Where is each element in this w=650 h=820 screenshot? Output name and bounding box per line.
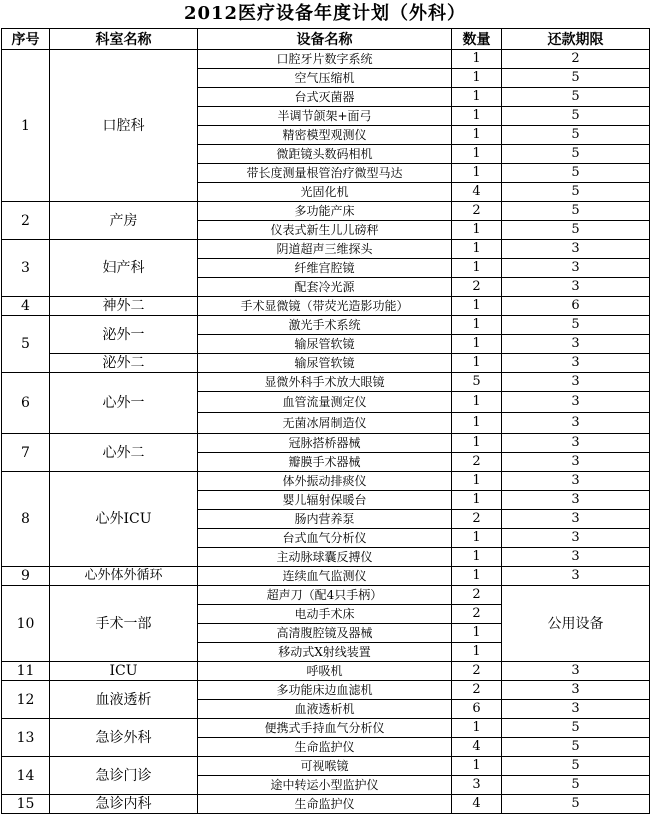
row-qty: 2 bbox=[452, 278, 502, 297]
row-seq: 3 bbox=[2, 240, 50, 297]
row-device: 阴道超声三维探头 bbox=[198, 240, 452, 259]
row-term: 3 bbox=[502, 413, 650, 434]
row-term: 3 bbox=[502, 548, 650, 567]
row-term: 5 bbox=[502, 69, 650, 88]
row-term: 3 bbox=[502, 453, 650, 472]
table-header-row bbox=[2, 29, 650, 50]
page-title: 2012医疗设备年度计划（外科） bbox=[183, 3, 467, 24]
row-dept: 急诊内科 bbox=[50, 795, 198, 814]
row-term: 3 bbox=[502, 472, 650, 491]
row-seq: 10 bbox=[2, 586, 50, 662]
row-term: 3 bbox=[502, 662, 650, 681]
row-device: 输尿管软镜 bbox=[198, 335, 452, 354]
row-term: 3 bbox=[502, 373, 650, 392]
row-device: 可视喉镜 bbox=[198, 757, 452, 776]
row-dept: 心外ICU bbox=[50, 472, 198, 567]
row-qty: 4 bbox=[452, 738, 502, 757]
row-qty: 2 bbox=[452, 662, 502, 681]
table-row bbox=[2, 297, 650, 316]
row-dept: 产房 bbox=[50, 202, 198, 240]
row-term: 5 bbox=[502, 776, 650, 795]
table-row bbox=[2, 719, 650, 738]
row-qty: 1 bbox=[452, 434, 502, 453]
row-device: 激光手术系统 bbox=[198, 316, 452, 335]
row-qty: 1 bbox=[452, 567, 502, 586]
row-device: 血液透析机 bbox=[198, 700, 452, 719]
row-seq: 7 bbox=[2, 434, 50, 472]
row-seq: 11 bbox=[2, 662, 50, 681]
header-seq: 序号 bbox=[2, 29, 50, 50]
row-seq: 15 bbox=[2, 795, 50, 814]
row-device: 仪表式新生儿儿磅秤 bbox=[198, 221, 452, 240]
table-row bbox=[2, 795, 650, 814]
row-device: 输尿管软镜 bbox=[198, 354, 452, 373]
row-device: 精密模型观测仪 bbox=[198, 126, 452, 145]
row-device: 生命监护仪 bbox=[198, 738, 452, 757]
row-device: 肠内营养泵 bbox=[198, 510, 452, 529]
table-row bbox=[2, 567, 650, 586]
row-qty: 1 bbox=[452, 107, 502, 126]
table-row bbox=[2, 662, 650, 681]
row-device: 瓣膜手术器械 bbox=[198, 453, 452, 472]
row-term: 3 bbox=[502, 491, 650, 510]
row-qty: 1 bbox=[452, 529, 502, 548]
row-qty: 2 bbox=[452, 605, 502, 624]
row-device: 台式血气分析仪 bbox=[198, 529, 452, 548]
row-qty: 1 bbox=[452, 126, 502, 145]
row-dept: 血液透析 bbox=[50, 681, 198, 719]
row-term: 3 bbox=[502, 240, 650, 259]
row-seq: 12 bbox=[2, 681, 50, 719]
row-qty: 1 bbox=[452, 69, 502, 88]
row-qty: 1 bbox=[452, 643, 502, 662]
row-qty: 1 bbox=[452, 316, 502, 335]
row-term: 3 bbox=[502, 529, 650, 548]
row-seq: 9 bbox=[2, 567, 50, 586]
row-qty: 2 bbox=[452, 202, 502, 221]
row-term: 2 bbox=[502, 50, 650, 69]
row-seq: 8 bbox=[2, 472, 50, 567]
equipment-table bbox=[1, 28, 650, 814]
row-dept: 心外二 bbox=[50, 434, 198, 472]
row-term: 3 bbox=[502, 335, 650, 354]
row-device: 途中转运小型监护仪 bbox=[198, 776, 452, 795]
row-qty: 1 bbox=[452, 392, 502, 413]
row-device: 血管流量测定仪 bbox=[198, 392, 452, 413]
row-device: 生命监护仪 bbox=[198, 795, 452, 814]
row-dept: 妇产科 bbox=[50, 240, 198, 297]
row-device: 光固化机 bbox=[198, 183, 452, 202]
row-qty: 1 bbox=[452, 240, 502, 259]
table-row bbox=[2, 472, 650, 491]
row-term: 5 bbox=[502, 183, 650, 202]
row-device: 多功能产床 bbox=[198, 202, 452, 221]
row-device: 手术显微镜（带荧光造影功能） bbox=[198, 297, 452, 316]
row-term: 5 bbox=[502, 202, 650, 221]
row-seq: 13 bbox=[2, 719, 50, 757]
row-term: 6 bbox=[502, 297, 650, 316]
row-qty: 4 bbox=[452, 795, 502, 814]
row-term: 3 bbox=[502, 510, 650, 529]
row-qty: 1 bbox=[452, 164, 502, 183]
row-device: 体外振动排痰仪 bbox=[198, 472, 452, 491]
row-device: 纤维宫腔镜 bbox=[198, 259, 452, 278]
row-seq: 14 bbox=[2, 757, 50, 795]
row-qty: 1 bbox=[452, 719, 502, 738]
row-qty: 2 bbox=[452, 586, 502, 605]
row-term: 5 bbox=[502, 316, 650, 335]
row-qty: 1 bbox=[452, 757, 502, 776]
row-dept: 泌外一 bbox=[50, 316, 198, 354]
row-seq: 4 bbox=[2, 297, 50, 316]
row-device: 便携式手持血气分析仪 bbox=[198, 719, 452, 738]
row-dept: ICU bbox=[50, 662, 198, 681]
header-term: 还款期限 bbox=[502, 29, 650, 50]
row-device: 连续血气监测仪 bbox=[198, 567, 452, 586]
row-qty: 1 bbox=[452, 145, 502, 164]
row-term: 5 bbox=[502, 221, 650, 240]
table-row bbox=[2, 50, 650, 69]
row-term: 3 bbox=[502, 259, 650, 278]
row-term: 5 bbox=[502, 738, 650, 757]
row-seq: 2 bbox=[2, 202, 50, 240]
row-qty: 1 bbox=[452, 221, 502, 240]
row-term: 3 bbox=[502, 567, 650, 586]
row-qty: 1 bbox=[452, 354, 502, 373]
row-device: 电动手术床 bbox=[198, 605, 452, 624]
row-dept: 泌外二 bbox=[50, 354, 198, 373]
table-row bbox=[2, 240, 650, 259]
row-device: 口腔牙片数字系统 bbox=[198, 50, 452, 69]
row-device: 移动式X射线装置 bbox=[198, 643, 452, 662]
row-device: 无菌冰屑制造仪 bbox=[198, 413, 452, 434]
row-device: 呼吸机 bbox=[198, 662, 452, 681]
header-device: 设备名称 bbox=[198, 29, 452, 50]
table-row bbox=[2, 757, 650, 776]
row-term: 5 bbox=[502, 145, 650, 164]
row-dept: 口腔科 bbox=[50, 50, 198, 202]
row-dept: 心外一 bbox=[50, 373, 198, 434]
row-qty: 2 bbox=[452, 510, 502, 529]
table-row bbox=[2, 373, 650, 392]
row-qty: 1 bbox=[452, 259, 502, 278]
row-device: 超声刀（配4只手柄） bbox=[198, 586, 452, 605]
row-term: 5 bbox=[502, 795, 650, 814]
row-term: 3 bbox=[502, 278, 650, 297]
row-device: 半调节颌架+面弓 bbox=[198, 107, 452, 126]
row-term: 3 bbox=[502, 354, 650, 373]
row-term: 5 bbox=[502, 719, 650, 738]
row-qty: 1 bbox=[452, 88, 502, 107]
row-dept: 手术一部 bbox=[50, 586, 198, 662]
row-seq: 5 bbox=[2, 316, 50, 373]
row-qty: 1 bbox=[452, 548, 502, 567]
row-device: 高清腹腔镜及器械 bbox=[198, 624, 452, 643]
row-device: 婴儿辐射保暖台 bbox=[198, 491, 452, 510]
row-device: 主动脉球囊反搏仪 bbox=[198, 548, 452, 567]
table-row bbox=[2, 202, 650, 221]
row-term: 3 bbox=[502, 700, 650, 719]
header-dept: 科室名称 bbox=[50, 29, 198, 50]
row-qty: 6 bbox=[452, 700, 502, 719]
row-seq: 1 bbox=[2, 50, 50, 202]
table-row bbox=[2, 681, 650, 700]
row-dept: 急诊门诊 bbox=[50, 757, 198, 795]
row-term: 3 bbox=[502, 392, 650, 413]
row-qty: 1 bbox=[452, 491, 502, 510]
row-dept: 急诊外科 bbox=[50, 719, 198, 757]
row-device: 带长度测量根管治疗微型马达 bbox=[198, 164, 452, 183]
row-device: 显微外科手术放大眼镜 bbox=[198, 373, 452, 392]
row-qty: 1 bbox=[452, 413, 502, 434]
table-row bbox=[2, 434, 650, 453]
row-term-shared: 公用设备 bbox=[502, 586, 650, 662]
row-dept: 心外体外循环 bbox=[50, 567, 198, 586]
table-row bbox=[2, 354, 650, 373]
row-qty: 3 bbox=[452, 776, 502, 795]
row-term: 5 bbox=[502, 757, 650, 776]
row-qty: 2 bbox=[452, 453, 502, 472]
row-term: 3 bbox=[502, 681, 650, 700]
row-qty: 5 bbox=[452, 373, 502, 392]
row-device: 冠脉搭桥器械 bbox=[198, 434, 452, 453]
row-qty: 1 bbox=[452, 50, 502, 69]
header-qty: 数量 bbox=[452, 29, 502, 50]
row-term: 5 bbox=[502, 164, 650, 183]
table-row bbox=[2, 316, 650, 335]
row-qty: 1 bbox=[452, 624, 502, 643]
row-term: 3 bbox=[502, 434, 650, 453]
table-body bbox=[2, 50, 650, 814]
row-term: 5 bbox=[502, 126, 650, 145]
row-qty: 4 bbox=[452, 183, 502, 202]
row-device: 台式灭菌器 bbox=[198, 88, 452, 107]
row-qty: 1 bbox=[452, 297, 502, 316]
row-qty: 1 bbox=[452, 335, 502, 354]
row-term: 5 bbox=[502, 88, 650, 107]
row-device: 微距镜头数码相机 bbox=[198, 145, 452, 164]
row-device: 配套冷光源 bbox=[198, 278, 452, 297]
row-qty: 1 bbox=[452, 472, 502, 491]
table-row bbox=[2, 586, 650, 605]
row-term: 5 bbox=[502, 107, 650, 126]
row-seq: 6 bbox=[2, 373, 50, 434]
row-dept: 神外二 bbox=[50, 297, 198, 316]
row-device: 多功能床边血滤机 bbox=[198, 681, 452, 700]
row-qty: 2 bbox=[452, 681, 502, 700]
row-device: 空气压缩机 bbox=[198, 69, 452, 88]
